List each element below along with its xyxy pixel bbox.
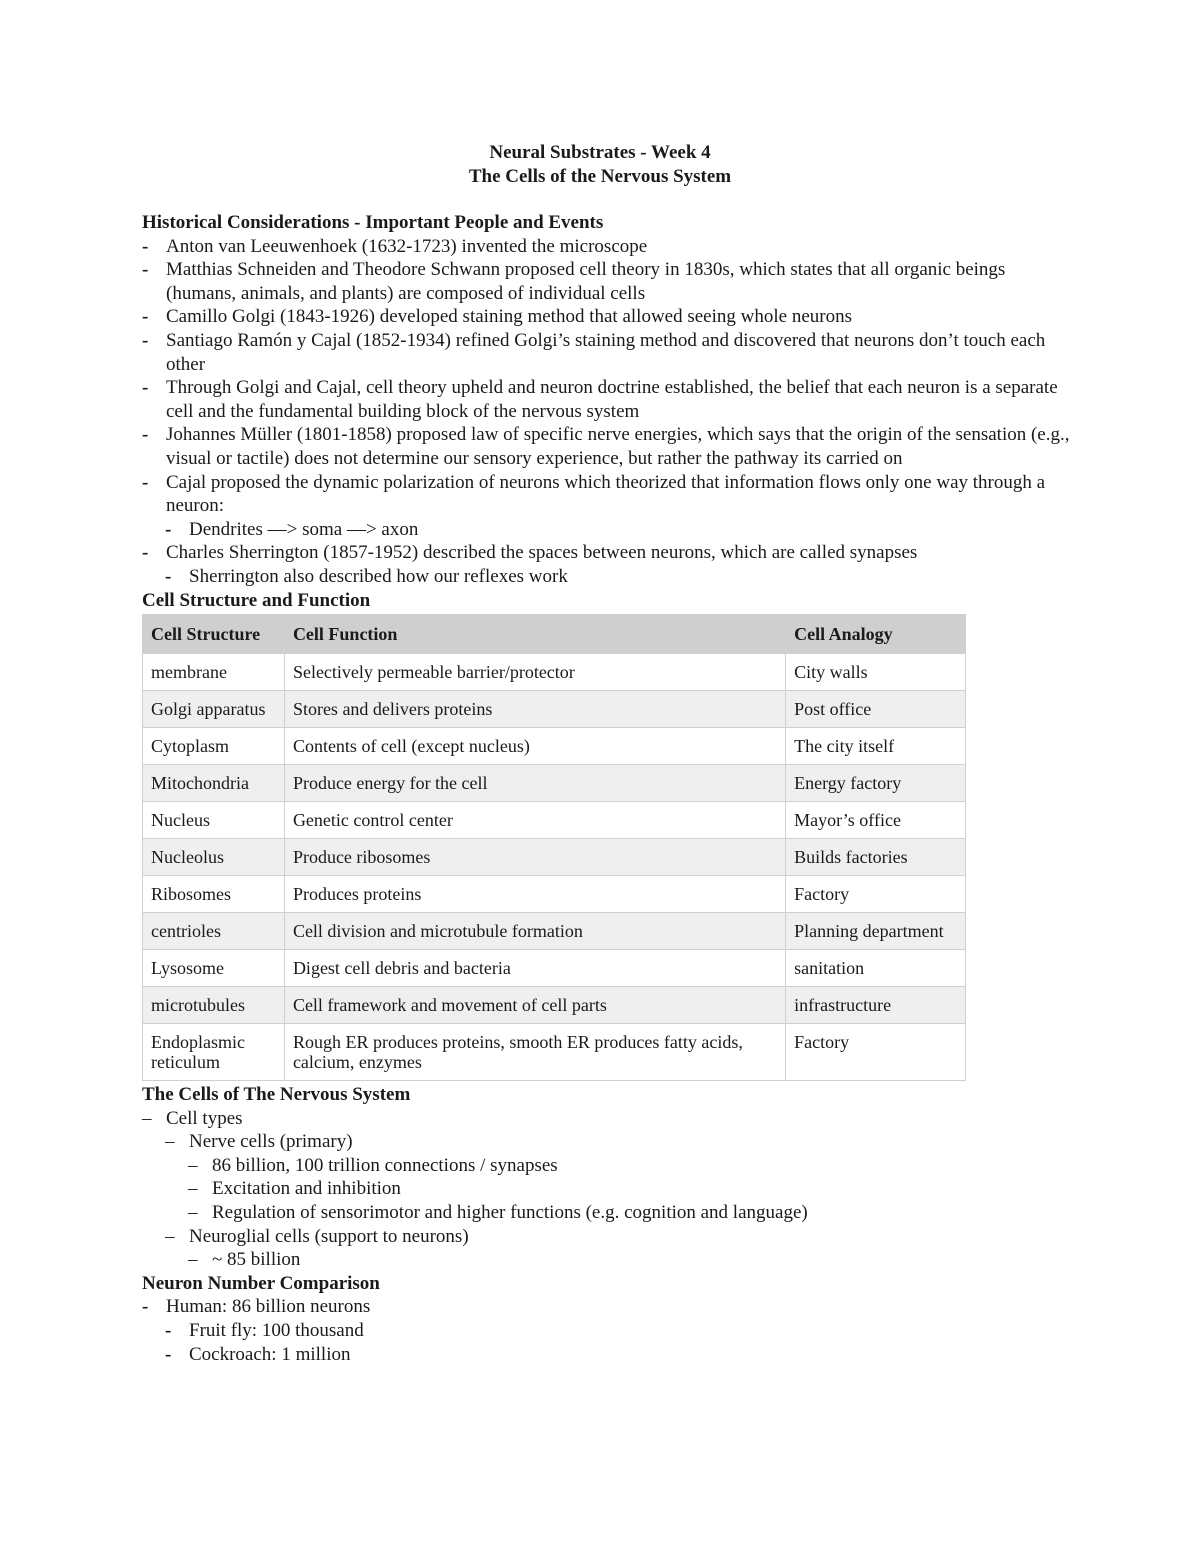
- title-block: [0, 141, 1200, 188]
- list-item: – Nerve cells (primary): [165, 1130, 1072, 1154]
- list-item: - Camillo Golgi (1843-1926) developed staining method that allowed seeing whole neurons: [142, 305, 1072, 329]
- cell-analogy: Post office: [786, 691, 966, 728]
- cell-structure-table: [142, 614, 966, 1081]
- list-item: - Through Golgi and Cajal, cell theory upheld and neuron doctrine established, the belief that each neuron is a separate cell and the fundamental building block of the nervous system: [142, 376, 1072, 423]
- table-row: [143, 654, 966, 691]
- cell-analogy: Factory: [786, 1024, 966, 1081]
- cell-function: Cell framework and movement of cell parts: [284, 987, 785, 1024]
- cell-analogy: The city itself: [786, 728, 966, 765]
- list-item: - Johannes Müller (1801-1858) proposed law of specific nerve energies, which says that the origin of the sensation (e.g., visual or tactile) does not determine our sensory experience, but rather the pathway its carried on: [142, 423, 1072, 470]
- table-row: [143, 876, 966, 913]
- list-item: – ~ 85 billion: [188, 1248, 1072, 1272]
- table-row: [143, 765, 966, 802]
- cell-function: Cell division and microtubule formation: [284, 913, 785, 950]
- cell-analogy: Builds factories: [786, 839, 966, 876]
- cell-function: Produces proteins: [284, 876, 785, 913]
- list-item: – Regulation of sensorimotor and higher functions (e.g. cognition and language): [188, 1201, 1072, 1225]
- list-item: - Charles Sherrington (1857-1952) described the spaces between neurons, which are called synapses: [142, 541, 1072, 565]
- list-item: – Cell types: [142, 1107, 1072, 1131]
- list-item: - Sherrington also described how our reflexes work: [165, 565, 1072, 589]
- cell-analogy: City walls: [786, 654, 966, 691]
- table-row: [143, 802, 966, 839]
- list-item: - Fruit fly: 100 thousand: [165, 1319, 1072, 1343]
- list-item: - Santiago Ramón y Cajal (1852-1934) refined Golgi’s staining method and discovered that neurons don’t touch each other: [142, 329, 1072, 376]
- cell-function: Genetic control center: [284, 802, 785, 839]
- list-item: – Neuroglial cells (support to neurons): [165, 1225, 1072, 1249]
- cell-function: Stores and delivers proteins: [284, 691, 785, 728]
- history-heading: Historical Considerations - Important People and Events: [142, 212, 604, 233]
- cell-structure: Cytoplasm: [143, 728, 285, 765]
- table-row: [143, 691, 966, 728]
- cell-function: Contents of cell (except nucleus): [284, 728, 785, 765]
- history-list: [142, 235, 1072, 589]
- neuron-comparison-list: [142, 1295, 1072, 1366]
- list-item: - Cajal proposed the dynamic polarization of neurons which theorized that information flows only one way through a neuron:: [142, 471, 1072, 518]
- list-item: - Cockroach: 1 million: [165, 1343, 1072, 1367]
- cell-analogy: Mayor’s office: [786, 802, 966, 839]
- neuron-comparison-heading: Neuron Number Comparison: [142, 1272, 380, 1294]
- table-row: [143, 987, 966, 1024]
- cell-analogy: Factory: [786, 876, 966, 913]
- table-row: [143, 1024, 966, 1081]
- column-header-structure: Cell Structure: [143, 615, 285, 654]
- column-header-analogy: Cell Analogy: [786, 615, 966, 654]
- cell-structure: Mitochondria: [143, 765, 285, 802]
- cell-structure: microtubules: [143, 987, 285, 1024]
- list-item: – Excitation and inhibition: [188, 1177, 1072, 1201]
- table-row: [143, 913, 966, 950]
- list-item: - Human: 86 billion neurons: [142, 1295, 1072, 1319]
- cells-ns-heading: The Cells of The Nervous System: [142, 1084, 411, 1106]
- list-item: - Dendrites —> soma —> axon: [165, 518, 1072, 542]
- cell-function: Digest cell debris and bacteria: [284, 950, 785, 987]
- cell-structure: Ribosomes: [143, 876, 285, 913]
- cell-structure: membrane: [143, 654, 285, 691]
- list-item: - Anton van Leeuwenhoek (1632-1723) invented the microscope: [142, 235, 1072, 259]
- cell-structure: Golgi apparatus: [143, 691, 285, 728]
- cell-structure: Nucleus: [143, 802, 285, 839]
- table-header-row: [143, 615, 966, 654]
- lecture-title: The Cells of the Nervous System: [468, 165, 732, 187]
- column-header-function: Cell Function: [284, 615, 785, 654]
- cell-function: Selectively permeable barrier/protector: [284, 654, 785, 691]
- cell-analogy: Planning department: [786, 913, 966, 950]
- list-item: - Matthias Schneiden and Theodore Schwann proposed cell theory in 1830s, which states that all organic beings (humans, animals, and plants) are composed of individual cells: [142, 258, 1072, 305]
- cell-structure: Lysosome: [143, 950, 285, 987]
- cell-analogy: sanitation: [786, 950, 966, 987]
- cell-function: Produce ribosomes: [284, 839, 785, 876]
- cells-ns-list: [142, 1107, 1072, 1272]
- table-row: [143, 950, 966, 987]
- cell-function: Rough ER produces proteins, smooth ER produces fatty acids, calcium, enzymes: [284, 1024, 785, 1081]
- cell-structure: Nucleolus: [143, 839, 285, 876]
- course-title: Neural Substrates - Week 4: [489, 142, 711, 163]
- table-row: [143, 839, 966, 876]
- cell-structure: centrioles: [143, 913, 285, 950]
- cell-table-heading: Cell Structure and Function: [142, 589, 371, 611]
- table-row: [143, 728, 966, 765]
- cell-structure: Endoplasmic reticulum: [143, 1024, 285, 1081]
- cell-function: Produce energy for the cell: [284, 765, 785, 802]
- cell-analogy: infrastructure: [786, 987, 966, 1024]
- document-content: [142, 211, 1072, 1366]
- cell-analogy: Energy factory: [786, 765, 966, 802]
- list-item: – 86 billion, 100 trillion connections / synapses: [188, 1154, 1072, 1178]
